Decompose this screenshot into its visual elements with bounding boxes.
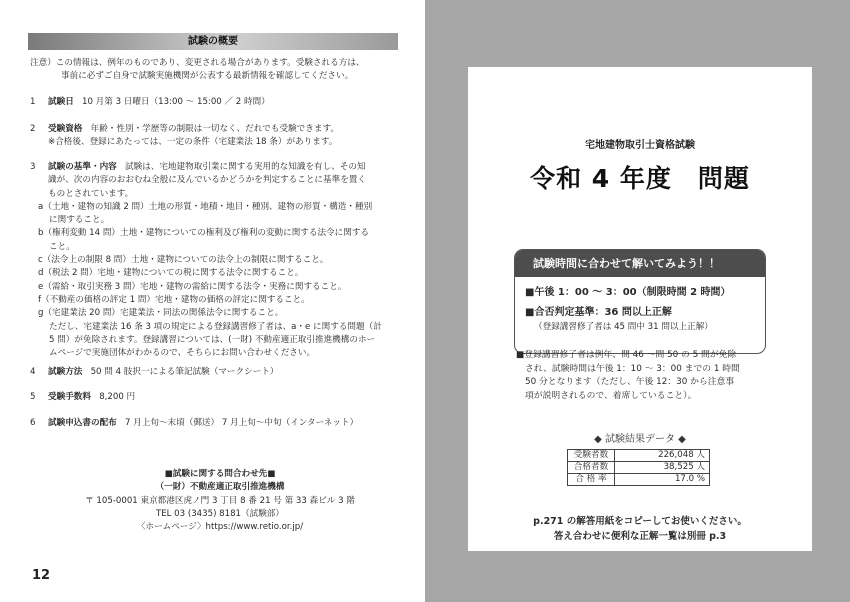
contact-tel: TEL 03 (3435) 8181（試験部） [155, 508, 284, 519]
item-text: 試験は、宅地建物取引業に関する実用的な知識を有し、その知 [124, 162, 366, 172]
notice [30, 57, 402, 84]
exam-time: ■午後 1：00 〜 3：00（制限時間 2 時間） [525, 287, 731, 298]
item-label: 試験申込書の配布 [48, 418, 117, 428]
item-number: 5 [30, 392, 36, 402]
answer-sheet-note: p.271 の解答用紙をコピーしてお使いください。 [533, 516, 747, 527]
contact-address: 〒 105-0001 東京都港区虎ノ門 3 丁目 8 番 21 号 第 33 森ビル 3 階 [85, 495, 355, 506]
item-number: 4 [30, 367, 36, 377]
exemption-note [38, 321, 402, 361]
pass-criteria-note: （登録講習修了者は 45 問中 31 問以上正解） [534, 322, 713, 332]
results-table [567, 449, 710, 486]
subject-item: f（不動産の価格の評定 1 問）宅地・建物の価格の評定に関すること。 [38, 294, 310, 305]
results-key: 合 格 率 [568, 474, 615, 486]
notice-line: 注意）この情報は、例年のものであり、変更される場合があります。受験される方は、 [30, 58, 365, 68]
exam-subtitle: 宅地建物取引士資格試験 [585, 140, 695, 151]
subject-line: b（権利変動 14 問）土地・建物についての権利及び権利の変動に関する法令に関する [38, 228, 370, 239]
note-line: 項が説明されるので、着席していること）。 [525, 390, 697, 401]
subject-line: a（土地・建物の知識 2 問）土地の形質・地積・地目・種別、建物の形質・構造・種別 [38, 201, 373, 212]
item-text: 10 月第 3 日曜日（13:00 〜 15:00 ／ 2 時間） [82, 97, 270, 107]
table-row [568, 450, 710, 462]
contact-heading: ■試験に関する問合わせ先■ [164, 469, 276, 479]
note-line: 50 分となります（ただし、午後 12：30 から注意事 [525, 377, 735, 388]
results-title: ◆ 試験結果データ ◆ [594, 434, 686, 445]
item-number: 2 [30, 124, 36, 134]
item-text: 7 月上旬〜末頃（郵送） 7 月上旬〜中旬（インターネット） [124, 418, 359, 428]
subject-line: こと。 [49, 241, 75, 252]
exemption-line: ムページで実施団体がわかるので、そちらにお問い合わせください。 [49, 348, 316, 359]
results-value: 17.0 % [615, 474, 710, 486]
exemption-line: 5 問）が免除されます。登録講習については、(一財) 不動産適正取引推進機構のホー [49, 334, 376, 345]
answer-key-note: 答え合わせに便利な正解一覧は別冊 p.3 [553, 531, 727, 542]
results-value: 38,525 人 [615, 462, 710, 474]
exam-title: 令和 4 年度 問題 [530, 164, 750, 193]
subject-item: c（法令上の制限 8 問）土地・建物についての法令上の制限に関すること。 [38, 255, 329, 266]
exam-item-eligibility [30, 123, 402, 150]
results-value: 226,048 人 [615, 450, 710, 462]
subject-item [38, 201, 402, 228]
item-text: ※合格後、登録にあたっては、一定の条件（宅建業法 18 条）があります。 [48, 137, 338, 148]
subject-item: g（宅建業法 20 問）宅建業法・同法の関係法令に関すること。 [38, 308, 284, 319]
exam-item-criteria [30, 161, 402, 360]
subject-item [38, 227, 402, 254]
section-title: 試験の概要 [28, 33, 398, 50]
item-label: 受験手数料 [48, 392, 91, 402]
right-page [425, 0, 850, 602]
item-text: 年齢・性別・学歴等の制限は一切なく、だれでも受験できます。 [90, 124, 339, 134]
contact-info [60, 468, 380, 534]
notice-line: 事前に必ずご自身で試験実施機関が公表する最新情報を確認してください。 [61, 71, 354, 82]
results-key: 合格者数 [568, 462, 615, 474]
item-text: 50 問 4 肢択一による筆記試験（マークシート） [90, 367, 279, 377]
subject-item: e（需給・取引実務 3 問）宅地・建物の需給に関する法令・実務に関すること。 [38, 281, 347, 292]
exemption-info [516, 349, 771, 403]
item-label: 試験方法 [48, 367, 83, 377]
table-row [568, 474, 710, 486]
time-box [514, 249, 766, 354]
time-box-heading: 試験時間に合わせて解いてみよう！！ [515, 250, 765, 277]
contact-org: （一財）不動産適正取引推進機構 [155, 482, 285, 493]
item-label: 受験資格 [48, 124, 83, 134]
item-number: 1 [30, 97, 36, 107]
exam-item-date [30, 96, 402, 109]
results-key: 受験者数 [568, 450, 615, 462]
item-number: 6 [30, 418, 36, 428]
item-number: 3 [30, 162, 36, 172]
page-number: 12 [32, 568, 51, 583]
item-label: 試験の基準・内容 [48, 162, 117, 172]
pass-criteria: ■合否判定基準：36 問以上正解 [525, 307, 672, 318]
item-text: 8,200 円 [99, 392, 136, 402]
exam-item-fee [30, 391, 402, 404]
cover-card [468, 67, 812, 551]
note-line: され、試験時間は午後 1：10 〜 3：00 までの 1 時間 [525, 363, 740, 374]
note-line: ■登録講習修了者は例年、問 46 〜問 50 の 5 問が免除 [516, 350, 737, 360]
exam-item-method [30, 366, 402, 379]
exam-item-application [30, 417, 402, 430]
table-row [568, 462, 710, 474]
subject-list [38, 201, 402, 361]
exemption-line: ただし、宅建業法 16 条 3 項の規定による登録講習修了者は、a・e に関する問題（計 [49, 321, 382, 332]
item-text: 識が、次の内容のおおむね全般に及んでいるかどうかを判定することに基準を置く [48, 175, 366, 186]
subject-line: に関すること。 [49, 215, 110, 226]
item-label: 試験日 [48, 97, 74, 107]
contact-web[interactable]: 〈ホームページ〉https://www.retio.or.jp/ [136, 522, 304, 533]
subject-item: d（税法 2 問）宅地・建物についての税に関する法令に関すること。 [38, 268, 304, 279]
item-text: ものとされています。 [48, 188, 134, 199]
